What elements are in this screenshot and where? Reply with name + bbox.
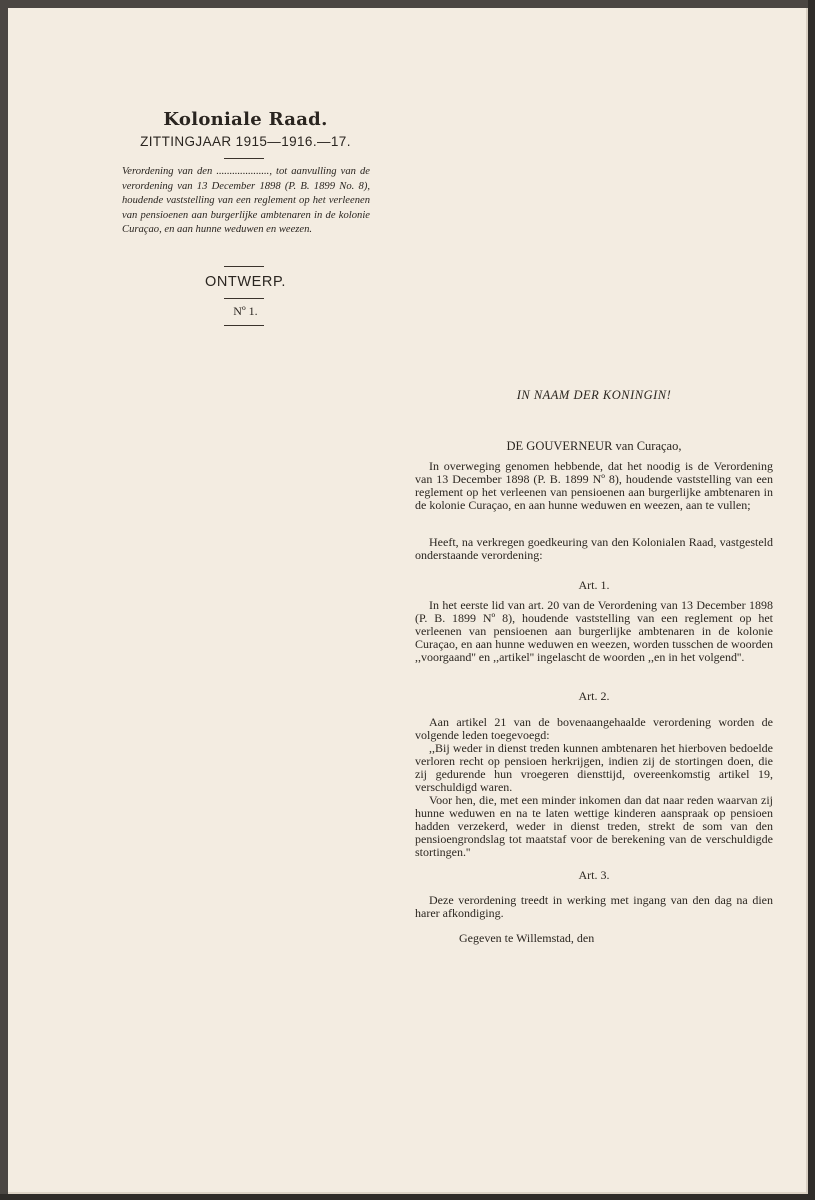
divider-rule — [224, 325, 264, 326]
ordinance-subject: Verordening van den ...................., tot aanvulling van de verordening van 13 December 1898 (P. B. 1899 No. 8), houdende vaststelling van een reglement op het verleenen van pensioenen aan burgerlijke ambtenaren in de kolonie Curaçao, en aan hunne weduwen en weezen. — [122, 166, 370, 236]
governor-heading: DE GOUVERNEUR van Curaçao, — [506, 439, 682, 453]
closing-line: Gegeven te Willemstad, den — [459, 931, 595, 945]
preamble-approval: Heeft, na verkregen goedkeuring van den Kolonialen Raad, vastgesteld onderstaande verordening: — [415, 535, 773, 562]
article-heading: Art. 1. — [578, 578, 610, 592]
scan-edge-bottom — [0, 1194, 815, 1200]
draft-label: ONTWERP. — [204, 274, 287, 290]
royal-motto: IN NAAM DER KONINGIN! — [516, 388, 672, 402]
preamble-considering: In overweging genomen hebbende, dat het noodig is de Verordening van 13 December 1898 (P. B. 1899 Nº 8), houdende vaststelling van een reglement op het verleenen van pensioenen aan burgerlijke ambtenaren in de kolonie Curaçao, en aan hunne weduwen en weezen, aan te vullen; — [415, 459, 773, 512]
article-paragraph: In het eerste lid van art. 20 van de Verordening van 13 December 1898 (P. B. 1899 Nº 8), houdende vaststelling van een reglement op het verleenen van pensioenen aan burgerlijke ambtenaren in de kolonie Curaçao, en aan hunne weduwen en weezen, worden tusschen de woorden ,,voorgaand'' en ,,artikel'' ingelascht de woorden ,,en in het volgend''. — [415, 598, 773, 664]
divider-rule — [224, 266, 264, 267]
article-paragraph: Deze verordening treedt in werking met ingang van den dag na dien harer afkondiging. — [415, 893, 773, 920]
divider-rule — [224, 298, 264, 299]
article-heading: Art. 2. — [578, 689, 610, 703]
article-paragraph: Aan artikel 21 van de bovenaangehaalde verordening worden de volgende leden toegevoegd: — [415, 715, 773, 742]
council-title: Koloniale Raad. — [163, 109, 328, 130]
article-paragraph: Voor hen, die, met een minder inkomen dan dat naar reden waarvan zij hunne weduwen en na te laten wettige kinderen aanspraak op pensioen hadden verzekerd, weder in dienst treden, strekt de som van den pensioengrondslag tot maatstaf voor de berekening van de verschuldigde stortingen.'' — [415, 793, 773, 859]
article-heading: Art. 3. — [578, 868, 610, 882]
scan-edge-right — [808, 0, 815, 1200]
article-paragraph: ,,Bij weder in dienst treden kunnen ambtenaren het hierboven bedoelde verloren recht op pensioen herkrijgen, indien zij de stortingen doen, die zij gedurende hun vroegeren diensttijd, overeenkomstig artikel 19, verschuldigd waren. — [415, 741, 773, 794]
document-page — [8, 8, 808, 1194]
divider-rule — [224, 158, 264, 159]
draft-number: Nº 1. — [233, 304, 258, 318]
session-year: ZITTINGJAAR 1915—1916.—17. — [140, 134, 351, 149]
